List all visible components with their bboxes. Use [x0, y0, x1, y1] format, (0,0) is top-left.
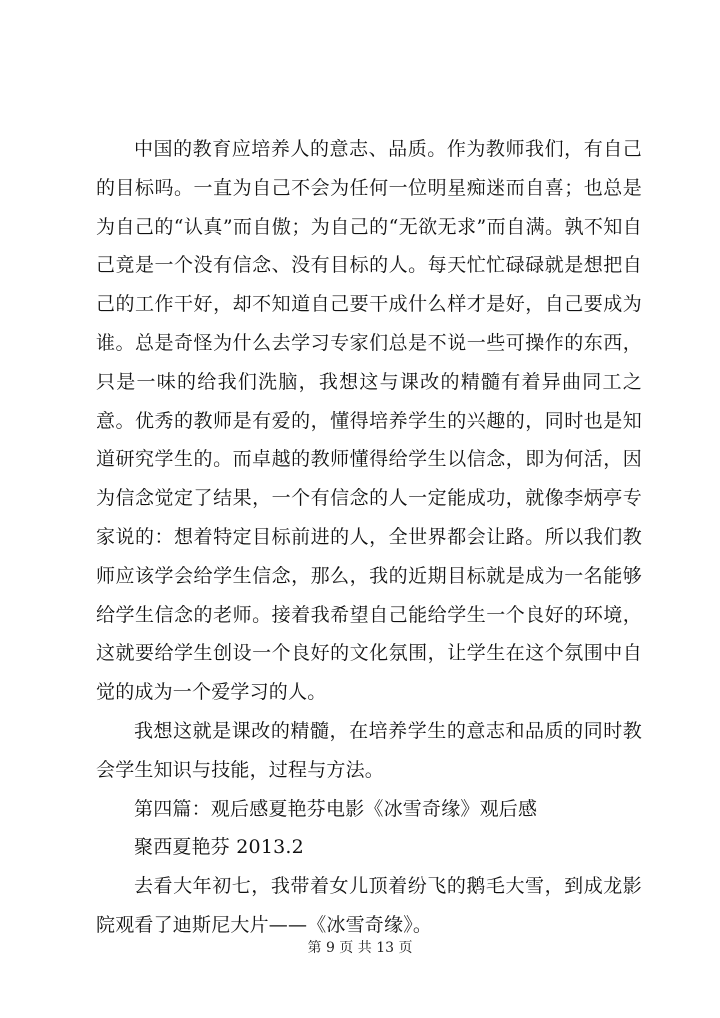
- author-date-line: 聚西夏艳芬 2013.2: [134, 836, 304, 859]
- document-body: [96, 130, 642, 945]
- paragraph-education-goals: 中国的教育应培养人的意志、品质。作为教师我们，有自己的目标吗。一直为自己不会为任何一位明星痴迷而自喜；也总是为自己的“认真”而自傲；为自己的“无欲无求”而自满。孰不知自己竟是一个没有信念、没有目标的人。每天忙忙碌碌就是想把自己的工作干好，却不知道自己要干成什么样才是好，自己要成为谁。总是奇怪为什么去学习专家们总是不说一些可操作的东西，只是一味的给我们洗脑，我想这与课改的精髓有着异曲同工之意。优秀的教师是有爱的，懂得培养学生的兴趣的，同时也是知道研究学生的。而卓越的教师懂得给学生以信念，即为何活，因为信念觉定了结果，一个有信念的人一定能成功，就像李炳亭专家说的：想着特定目标前进的人，全世界都会让路。所以我们教师应该学会给学生信念，那么，我的近期目标就是成为一名能够给学生信念的老师。接着我希望自己能给学生一个良好的环境，这就要给学生创设一个良好的文化氛围，让学生在这个氛围中自觉的成为一个爱学习的人。: [96, 138, 642, 704]
- paragraph-reform-essence: 我想这就是课改的精髓，在培养学生的意志和品质的同时教会学生知识与技能，过程与方法。: [96, 719, 642, 781]
- section-heading: 第四篇：观后感夏艳芬电影《冰雪奇缘》观后感: [134, 797, 538, 820]
- paragraph-movie-intro: 去看大年初七，我带着女儿顶着纷飞的鹅毛大雪，到成龙影院观看了迪斯尼大片——《冰雪奇缘》。: [96, 875, 642, 936]
- page-number-footer: 第 9 页 共 13 页: [307, 940, 413, 956]
